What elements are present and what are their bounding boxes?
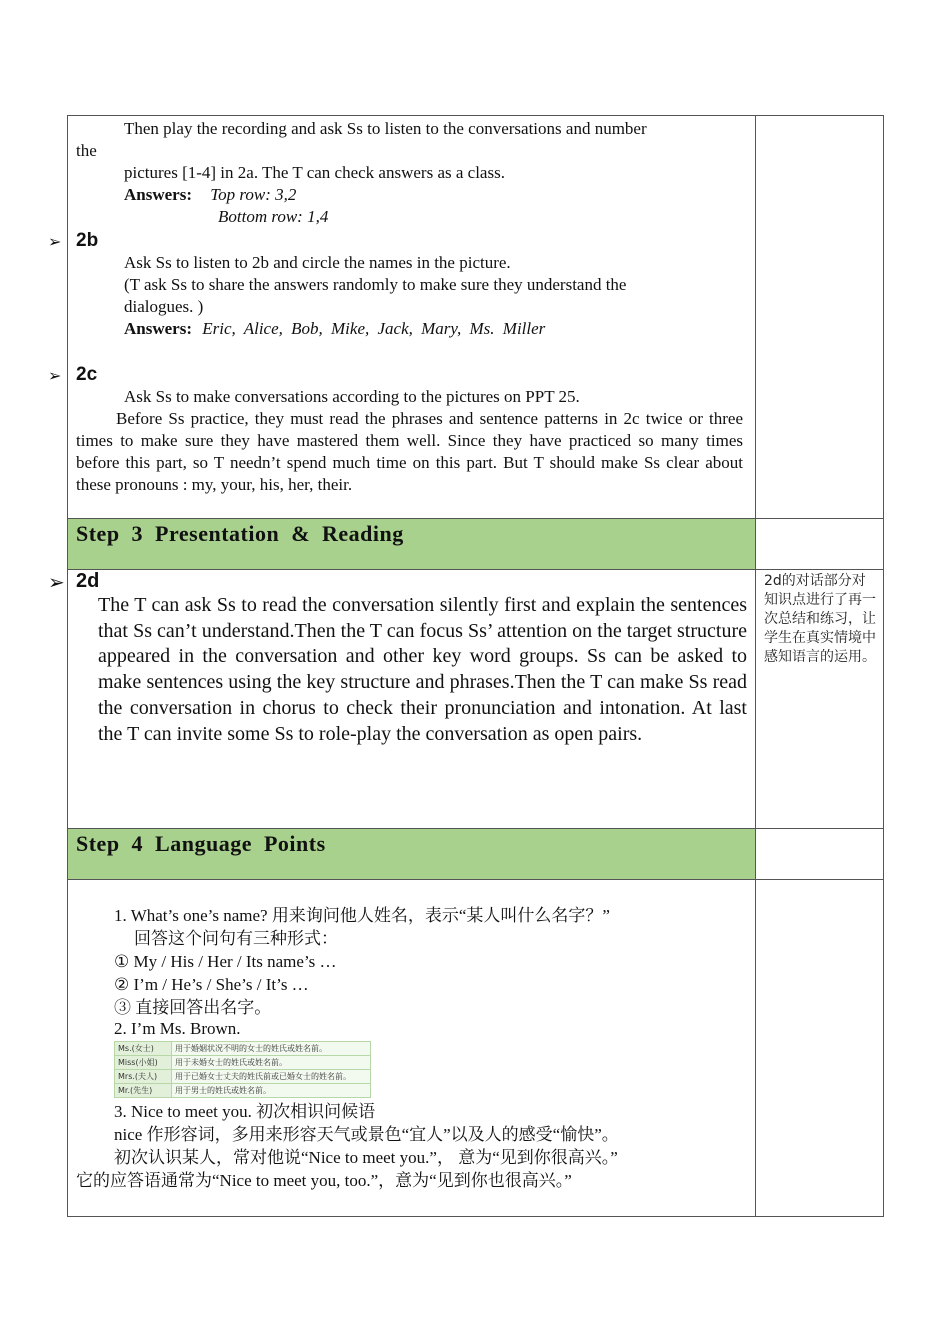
top-row-answer: Top row: 3,2	[210, 185, 297, 204]
table-row	[68, 519, 884, 570]
2a-line1b: the	[76, 141, 97, 160]
table-row	[115, 1056, 371, 1070]
lp-point-3-line1: nice 作形容词，多用来形容天气或景色“宜人”以及人的感受“愉快”。	[114, 1125, 619, 1144]
title-desc: 用于婚姻状况不明的女士的姓氏或姓名前。	[172, 1042, 371, 1056]
table-row	[68, 880, 884, 1217]
lp-point-1: 1. What’s one’s name? 用来询问他人姓名，表示“某人叫什么名字？”	[114, 906, 610, 925]
title-term: Ms.(女士)	[115, 1042, 172, 1056]
2d-heading: 2d	[76, 570, 100, 592]
2a-answers-row	[76, 184, 747, 206]
notes-cell	[756, 519, 884, 570]
table-row	[68, 116, 884, 519]
table-row	[68, 829, 884, 880]
notes-cell	[756, 570, 884, 829]
lp-point-3: 3. Nice to meet you. 初次相识问候语	[114, 1102, 376, 1121]
lp-point-3-line3: 它的应答语通常为“Nice to meet you, too.”，意为“见到你也很高兴。”	[76, 1171, 572, 1190]
table-row	[115, 1070, 371, 1084]
step4-title: Step 4 Language Points	[76, 831, 326, 856]
title-term: Mr.(先生)	[115, 1084, 172, 1098]
language-points-cell	[68, 880, 756, 1217]
title-desc: 用于男士的姓氏或姓名前。	[172, 1084, 371, 1098]
2b-answers: Eric, Alice, Bob, Mike, Jack, Mary, Ms. Miller	[202, 319, 546, 338]
titles-table	[114, 1041, 371, 1098]
lp-option-3: ③ 直接回答出名字。	[114, 998, 272, 1017]
2a-line1: Then play the recording and ask Ss to listen to the conversations and number	[124, 119, 647, 138]
notes-cell	[756, 829, 884, 880]
2d-heading-row	[48, 570, 747, 594]
2c-paragraph: Before Ss practice, they must read the phrases and sentence patterns in 2c twice or three times to make sure they have mastered them well. Since they have practiced so many times before this part, so T needn’t spend much time on this part. But T should make Ss clear about these pronouns : my, your, his, her, their.	[76, 409, 743, 494]
lp-point-1-sub: 回答这个问句有三种形式：	[134, 929, 338, 948]
2d-paragraph: The T can ask Ss to read the conversation silently first and explain the sentences that Ss can’t understand.Then the T can focus Ss’ attention on the target structure appeared in the conversation and other key word groups. Ss can be asked to make sentences using the key structure and phrases.Then the T can make Ss read the conversation in chorus to check their pronunciation and intonation. At last the T can invite some Ss to role-play the conversation as open pairs.	[98, 594, 747, 745]
2d-cell	[48, 570, 756, 829]
lp-point-3-line2: 初次认识某人，常对他说“Nice to meet you.”， 意为“见到你很高兴。”	[114, 1148, 618, 1167]
2c-line1: Ask Ss to make conversations according to the pictures on PPT 25.	[124, 387, 580, 406]
notes-cell	[756, 880, 884, 1217]
arrow-bullet-icon: ➢	[48, 368, 62, 385]
step3-title: Step 3 Presentation & Reading	[76, 521, 404, 546]
lesson-plan-document	[48, 115, 883, 1217]
title-desc: 用于已婚女士丈夫的姓氏前或已婚女士的姓名前。	[172, 1070, 371, 1084]
bottom-row-answer: Bottom row: 1,4	[218, 207, 329, 226]
lp-point-2: 2. I’m Ms. Brown.	[114, 1019, 241, 1038]
step4-header-cell	[68, 829, 756, 880]
activities-cell	[48, 116, 756, 519]
2a-line2: pictures [1-4] in 2a. The T can check answers as a class.	[124, 163, 505, 182]
title-desc: 用于未婚女士的姓氏或姓名前。	[172, 1056, 371, 1070]
title-term: Miss(小姐)	[115, 1056, 172, 1070]
title-term: Mrs.(夫人)	[115, 1070, 172, 1084]
2b-line2: (T ask Ss to share the answers randomly to make sure they understand the	[124, 275, 627, 294]
lp-option-1: ① My / His / Her / Its name’s …	[114, 952, 337, 971]
arrow-bullet-icon: ➢	[48, 572, 65, 594]
2b-line3: dialogues. )	[124, 297, 204, 316]
notes-cell	[756, 116, 884, 519]
2b-answers-row	[76, 318, 747, 340]
lp-option-2: ② I’m / He’s / She’s / It’s …	[114, 975, 309, 994]
2b-heading-row	[48, 230, 747, 252]
answers-label: Answers:	[124, 319, 192, 338]
2d-side-note: 2d的对话部分对知识点进行了再一次总结和练习，让学生在真实情境中感知语言的运用。	[764, 573, 876, 665]
2b-line1: Ask Ss to listen to 2b and circle the names in the picture.	[124, 253, 511, 272]
answers-label: Answers:	[124, 185, 192, 204]
2c-heading-row	[48, 364, 747, 386]
table-row	[115, 1084, 371, 1098]
table-row	[68, 570, 884, 829]
step3-header-cell	[68, 519, 756, 570]
2c-heading: 2c	[76, 364, 98, 385]
arrow-bullet-icon: ➢	[48, 234, 62, 251]
lesson-plan-table	[48, 115, 884, 1217]
2b-heading: 2b	[76, 230, 99, 251]
table-row	[115, 1042, 371, 1056]
